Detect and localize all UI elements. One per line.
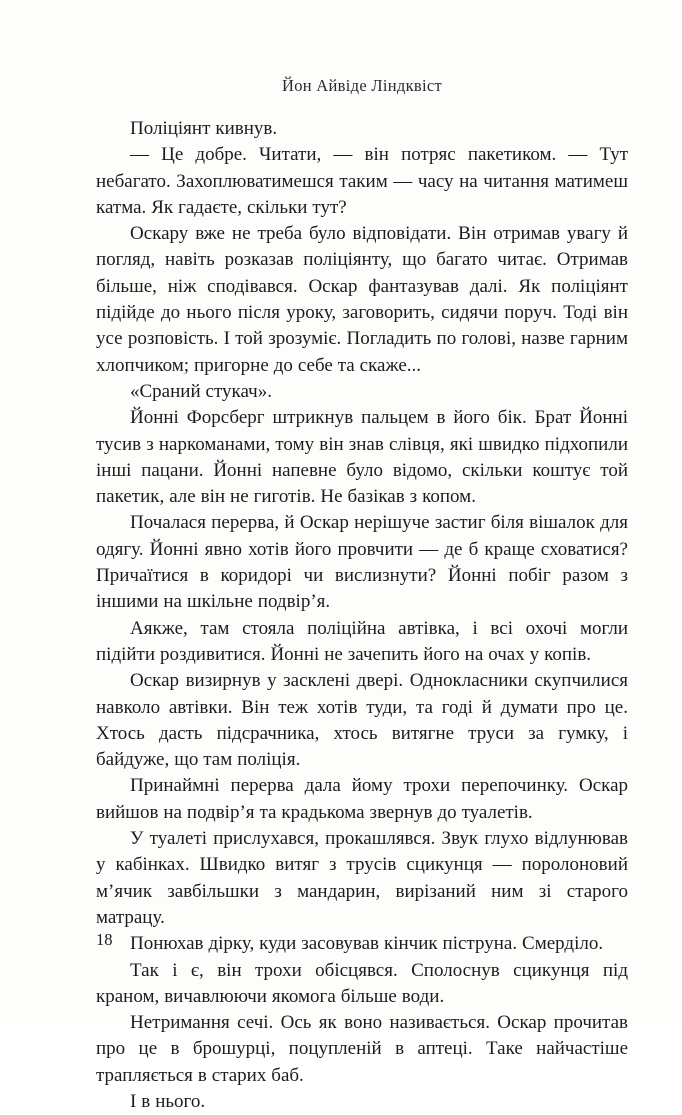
paragraph: І в нього. — [130, 1090, 206, 1112]
paragraph: «Сраний стукач». — [130, 380, 272, 402]
paragraph: Принаймні перерва дала йому трохи перепочинку. Оскар вийшов на подвір’я та крадькома звернув до туалетів. — [96, 775, 628, 823]
paragraph: — Це добре. Читати, — він потряс пакетиком. — Тут небагато. Захоплюватимешся таким — часу на читання матимеш катма. Як гадаєте, скільки тут? — [96, 144, 628, 218]
paragraph: Почалася перерва, й Оскар нерішуче застиг біля вішалок для одягу. Йонні явно хотів його провчити — де б краще сховатися? Причаїтися в коридорі чи вислизнути? Йонні побіг разом з іншими на шкільне подвір’я. — [96, 512, 628, 613]
paragraph: Нетримання сечі. Ось як воно називається. Оскар прочитав про це в брошурці, поцупленій в аптеці. Таке найчастіше трапляється в старих баб. — [96, 1012, 628, 1086]
paragraph: Так і є, він трохи обісцявся. Сполоснув сцикунця під краном, вичавлюючи якомога більше води. — [96, 959, 628, 1007]
page-body — [96, 116, 628, 1115]
paragraph: У туалеті прислухався, прокашлявся. Звук глухо відлунював у кабінках. Швидко витяг з трусів сцикунця — поролоновий м’ячик завбільшки з мандарин, вирізаний ним зі старого матрацу. — [96, 828, 628, 928]
paragraph: Понюхав дірку, куди засовував кінчик піструна. Смерділо. — [130, 933, 604, 955]
paragraph: Поліціянт кивнув. — [130, 118, 278, 139]
page-number: 18 — [96, 930, 113, 949]
running-header: Йон Айвіде Ліндквіст — [281, 76, 442, 95]
paragraph: Оскар визирнув у засклені двері. Однокласники скупчилися навколо автівки. Він теж хотів туди, та годі й думати про це. Хтось дасть підсрачника, хтось витягне труси за гумку, і байдуже, що там поліція. — [96, 670, 628, 771]
paragraph: Аякже, там стояла поліційна автівка, і всі охочі могли підійти роздивитися. Йонні не зачепить його на очах у копів. — [96, 617, 628, 665]
paragraph: Оскару вже не треба було відповідати. Він отримав увагу й погляд, навіть розказав поліціянту, що багато читає. Отримав більше, ніж сподівався. Оскар фантазував далі. Як поліціянт підійде до нього після уроку, заговорить, сидячи поруч. Тоді він усе розповість. І той зрозуміє. Погладить по голові, назве гарним хлопчиком; пригорне до себе та скаже... — [96, 223, 628, 376]
paragraph: Йонні Форсберг штрикнув пальцем в його бік. Брат Йонні тусив з наркоманами, тому він знав слівця, які швидко підхопили інші пацани. Йонні напевне було відомо, скільки коштує той пакетик, але він не гиготів. Не базікав з копом. — [96, 407, 628, 508]
